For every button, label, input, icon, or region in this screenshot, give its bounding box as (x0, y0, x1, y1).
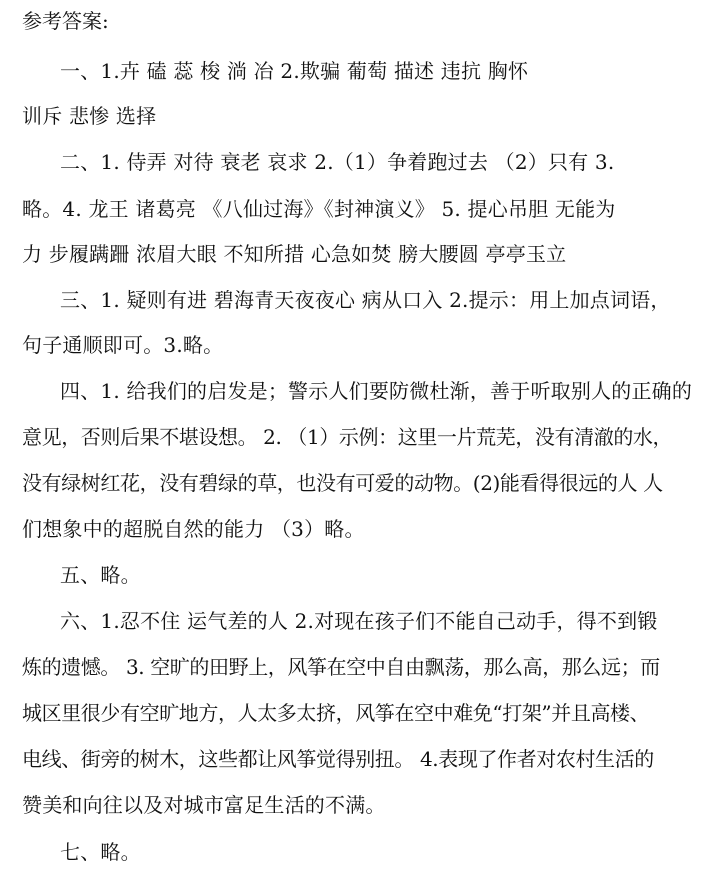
text-line: 训斥 悲惨 选择 (22, 104, 157, 128)
text-line: 城区里很少有空旷地方，人太多太挤，风筝在空中难免“打架”并且高楼、 (22, 701, 650, 725)
text-line: 略。4. 龙王 诸葛亮 《八仙过海》《封神演义》 5. 提心吊胆 无能为 (22, 197, 616, 221)
text-line: 二、1. 侍弄 对待 衰老 哀求 2.（1）争着跑过去 （2）只有 3. (60, 150, 615, 174)
heading: 参考答案: (22, 9, 109, 33)
text-line: 意见，否则后果不堪设想。 2. （1）示例：这里一片荒芜，没有清澈的水， (22, 425, 673, 449)
text-line: 力 步履蹒跚 浓眉大眼 不知所措 心急如焚 膀大腰圆 亭亭玉立 (22, 242, 567, 266)
text-line: 四、1. 给我们的启发是；警示人们要防微杜渐，善于听取别人的正确的 (60, 379, 693, 403)
text-line: 五、略。 (60, 563, 141, 587)
text-line: 电线、街旁的树木，这些都让风筝觉得别扭。 4.表现了作者对农村生活的 (22, 747, 654, 771)
text-line: 没有绿树红花，没有碧绿的草，也没有可爱的动物。(2)能看得很远的人 人 (22, 471, 663, 495)
text-line: 们想象中的超脱自然的能力 （3）略。 (22, 517, 365, 541)
text-line: 赞美和向往以及对城市富足生活的不满。 (22, 793, 386, 817)
text-line: 七、略。 (60, 840, 141, 864)
text-line: 六、1.忍不住 运气差的人 2.对现在孩子们不能自己动手，得不到锻 (60, 609, 658, 633)
text-line: 炼的遗憾。 3. 空旷的田野上，风筝在空中自由飘荡，那么高，那么远；而 (22, 655, 660, 679)
text-line: 一、1.卉 磕 蕊 梭 淌 冶 2.欺骗 葡萄 描述 违抗 胸怀 (60, 59, 529, 83)
text-line: 三、1. 疑则有进 碧海青天夜夜心 病从口入 2.提示：用上加点词语， (60, 288, 671, 312)
text-line: 句子通顺即可。3.略。 (22, 333, 224, 357)
